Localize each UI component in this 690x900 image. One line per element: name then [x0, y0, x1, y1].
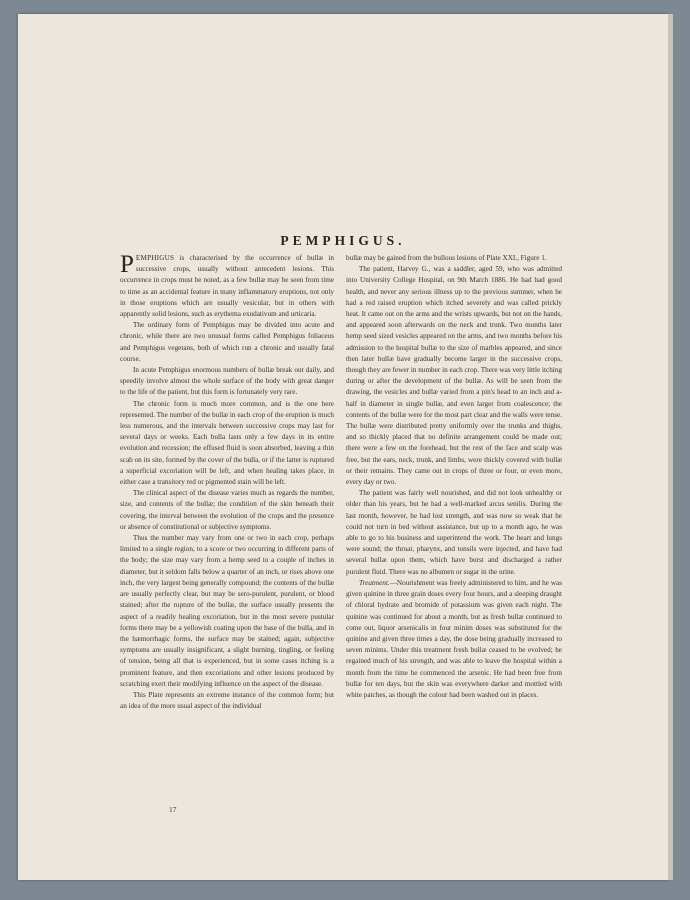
paragraph: The patient, Harvey G., was a saddler, aged 59, who was admitted into University College Hospital, on 9th March 1886. He had had good health, and never any serious illness up to the previous summer, when he had a red raised eruption which itched severely and was called prickly heat. It came out on the arms and the wrists upwards, but not on the hands, and appeared soon afterwards on the neck and trunk. Two months later hemp seed sized vesicles appeared on the arms, and two months before his admission to the hospital bullæ to the size of marbles appeared, and since then later bullæ have gradually become larger in the successive crops, though they are fewer in number in each crop. There was very little itching during or after the development of the bullæ. As will be seen from the drawing, the vesicles and bullæ varied from a pin's head to an inch and a-half in diameter in single bullæ, and even larger from coalescence; the contents of the bullæ were for the most part clear and the walls were tense. The bullæ were distributed pretty uniformly over the trunks and thighs, and so thickly placed that no definite arrangement could be made out; there were a few on the forehead, but the rest of the face and scalp was free, but the ears, neck, trunk, and limbs, were thickly covered with bullæ or their remains. They came out in crops of three or four, or even more, every day or two.	[346, 265, 562, 487]
left-column	[120, 253, 334, 712]
paragraph-text: —Nourishment was freely administered to him, and he was given quinine in three grain doses every four hours, and a sleeping draught of chloral hydrate and bromide of potassium was given each night. The quinine was continued for about a month, but as fresh bullæ continued to come out, liquor arsenicalis in four minim doses was substituted for the quinine and given three times a day, the dose being gradually increased to seven minims. Under this treatment fresh bullæ ceased to be evolved; he regained much of his strength, and was able to leave the hospital within a month from the time he commenced the arsenic. He had been free from bullæ for ten days, but the skin was everywhere darker and mottled with white patches, as though the colour had been washed out in places.	[346, 578, 562, 699]
paragraph: The patient was fairly well nourished, and did not look unhealthy or older than his years, but he had a well-marked arcus senilis. During the last month, however, he had lost strength, and was now so weak that he could not turn in bed without assistance, but up to a month ago, he was able to go to his business and superintend the work. The heart and lungs were sound; the throat, pharynx, and tonsils were injected, and have had several bullæ upon them, which have burst and discharged a rather purulent fluid. There was no albumen or sugar in the urine.	[346, 489, 562, 576]
right-column	[346, 253, 562, 701]
paragraph: The clinical aspect of the disease varies much as regards the number, size, and contents of the bullæ; the condition of the skin beneath their covering, the interval between the evolution of the crops and the presence or absence of constitutional or subjective symptoms.	[120, 489, 334, 531]
paragraph-text: is characterised by the occurrence of bullæ in successive crops, usually without antecedent lesions. This occurrence in crops must be noted, as a few bullæ may be seen from time to time as an accidental feature in many inflammatory eruptions, not only in those eruptions which are usually vesicular, but in others with apparently solid lesions, such as erythema exudativum and urticaria.	[120, 254, 334, 319]
paragraph: This Plate represents an extreme instance of the common form; but an idea of the more usual aspect of the individual	[120, 690, 334, 711]
page-number: 17	[169, 805, 177, 814]
paragraph	[120, 253, 334, 320]
paragraph: The ordinary form of Pemphigus may be divided into acute and chronic, while there are two unusual forms called Pemphigus foliaceus and Pemphigus vegetans, both of which run a chronic and usually fatal course.	[120, 321, 334, 363]
paragraph	[346, 578, 562, 701]
treatment-label: Treatment.	[359, 578, 390, 587]
page-title: PEMPHIGUS.	[280, 233, 406, 248]
paragraph: In acute Pemphigus enormous numbers of bullæ break out daily, and speedily involve almost the whole surface of the body with great danger to the life of the patient, but this form is fortunately very rare.	[120, 366, 334, 397]
drop-cap: P	[120, 251, 134, 278]
page-edge	[668, 14, 673, 880]
page	[18, 14, 668, 880]
paragraph: The chronic form is much more common, and is the one here represented. The number of the bullæ in each crop of the eruption is much less numerous, and the intervals between successive crops may last for several days or weeks. Each bulla lasts only a few days in its entire evolution and recession; the effused fluid is soon absorbed, leaving a thin scab on its site, formed by the cover of the bulla, or if the latter is ruptured a superficial excoriation will be left, and when healing takes place, in either case a transitory red or pigmented stain will be left.	[120, 399, 334, 487]
first-word: EMPHIGUS	[135, 254, 175, 262]
paragraph: bullæ may be gained from the bullous lesions of Plate XXI., Figure 1.	[346, 254, 547, 262]
paragraph: Thus the number may vary from one or two in each crop, perhaps limited to a single region, to a score or two occurring in different parts of the body; the size may vary from a hemp seed to a couple of inches in diameter, but it seldom falls below a quarter of an inch, or rises above one inch, the very largest being generally compound; the contents of the bullæ are usually perfectly clear, but may be sero-purulent, purulent, or blood stained; after the rupture of the bullæ, the surface usually presents the aspect of a readily healing excoriation, but in the most severe pustular forms there may be a yellowish coating upon the base of the bulla, and in the hæmorrhagic forms, the surface may be stained; again, subjective symptoms are usually insignificant, a slight burning, tingling, or feeling of tension, being all that is experienced, but in some cases itching is a prominent feature, and then excoriations and other lesions produced by scratching exert their modifying influence on the aspect of the disease.	[120, 534, 334, 688]
